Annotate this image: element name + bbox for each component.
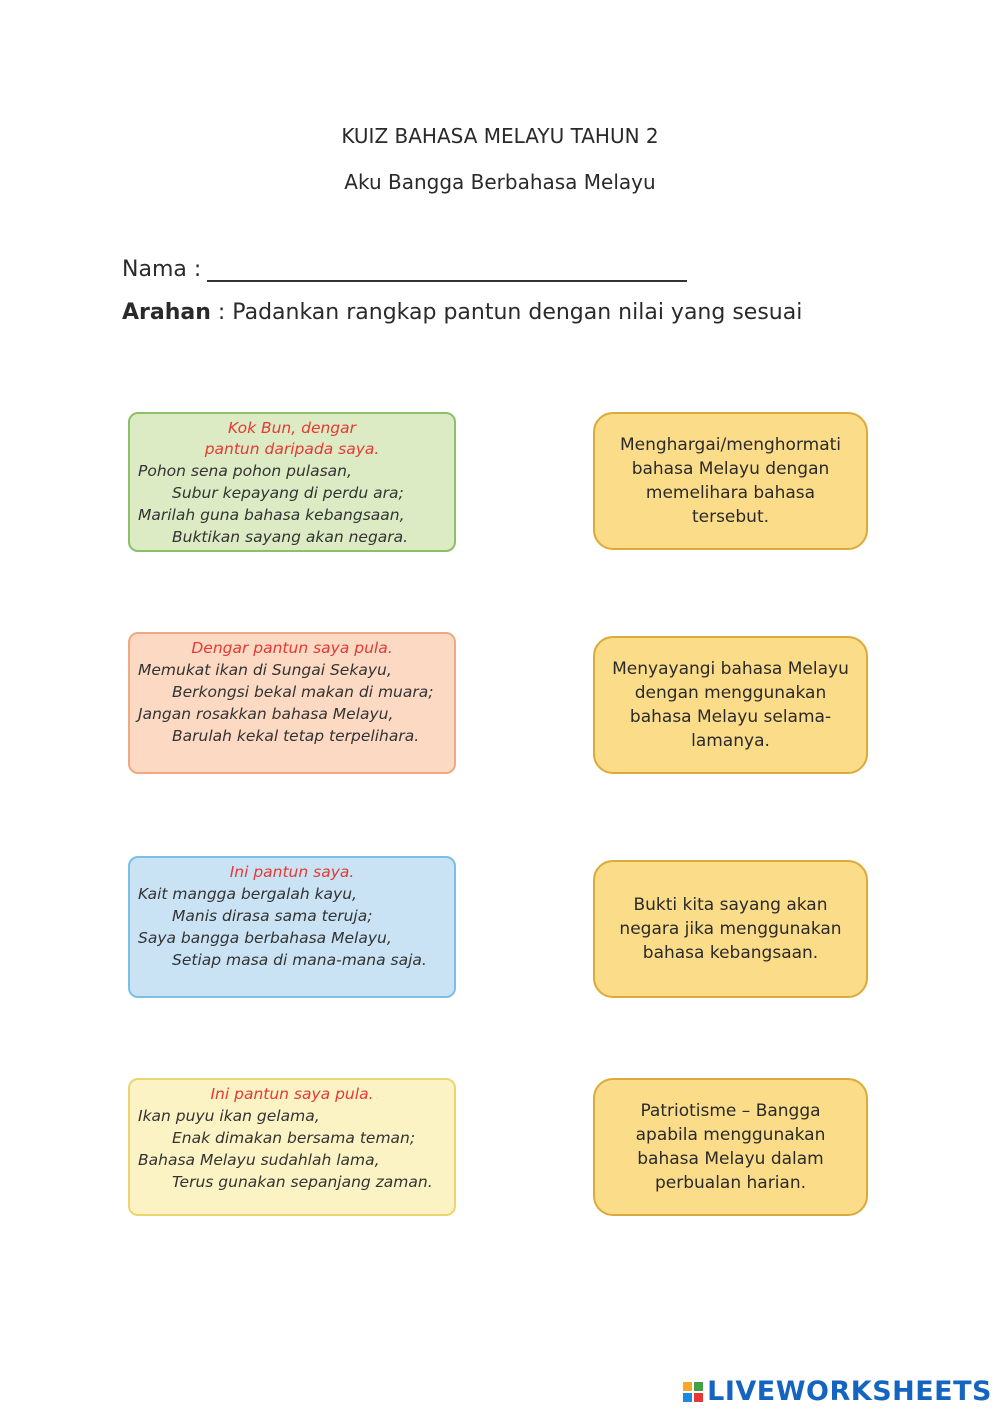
nilai-text: Patriotisme – Bangga apabila menggunakan bahasa Melayu dalam perbualan harian. [635, 1101, 826, 1193]
pantun-heading: pantun daripada saya. [204, 440, 380, 458]
logo-square [683, 1382, 692, 1391]
pantun-line: Kait mangga bergalah kayu, [138, 885, 357, 903]
pantun-line: Marilah guna bahasa kebangsaan, [138, 506, 405, 524]
pantun-line: Ikan puyu ikan gelama, [138, 1107, 320, 1125]
pantun-card-2[interactable] [128, 632, 456, 774]
logo-square [694, 1393, 703, 1402]
liveworksheets-brand [683, 1376, 992, 1407]
nilai-text: Menghargai/menghormati bahasa Melayu dengan memelihara bahasa tersebut. [619, 435, 842, 527]
pantun-card-3[interactable] [128, 856, 456, 998]
nilai-box-3[interactable] [593, 860, 868, 998]
instruction-text: : Padankan rangkap pantun dengan nilai yang sesuai [210, 300, 803, 325]
pantun-line: Enak dimakan bersama teman; [172, 1129, 416, 1147]
pantun-line: Subur kepayang di perdu ara; [172, 484, 404, 502]
logo-square [694, 1382, 703, 1391]
nilai-text: Bukti kita sayang akan negara jika menggunakan bahasa kebangsaan. [619, 895, 842, 963]
pantun-card-1[interactable] [128, 412, 456, 552]
name-field[interactable] [207, 256, 687, 282]
instruction [122, 300, 802, 325]
pantun-heading: Dengar pantun saya pula. [191, 639, 393, 657]
pantun-line: Terus gunakan sepanjang zaman. [172, 1173, 433, 1191]
logo-square [683, 1393, 692, 1402]
nilai-text: Menyayangi bahasa Melayu dengan menggunakan bahasa Melayu selama-lamanya. [612, 659, 849, 751]
pantun-line: Barulah kekal tetap terpelihara. [172, 727, 420, 745]
pantun-line: Buktikan sayang akan negara. [172, 528, 409, 546]
pantun-line: Setiap masa di mana-mana saja. [172, 951, 427, 969]
name-row [122, 256, 687, 282]
name-label: Nama : [122, 257, 202, 282]
pantun-heading: Ini pantun saya. [229, 863, 355, 881]
pantun-card-4[interactable] [128, 1078, 456, 1216]
quiz-title: KUIZ BAHASA MELAYU TAHUN 2 [341, 124, 659, 148]
nilai-box-2[interactable] [593, 636, 868, 774]
pantun-line: Bahasa Melayu sudahlah lama, [138, 1151, 380, 1169]
pantun-line: Berkongsi bekal makan di muara; [172, 683, 434, 701]
pantun-heading: Ini pantun saya pula. [210, 1085, 374, 1103]
nilai-box-4[interactable] [593, 1078, 868, 1216]
pantun-line: Manis dirasa sama teruja; [172, 907, 373, 925]
brand-name: LIVEWORKSHEETS [707, 1376, 992, 1407]
pantun-line: Saya bangga berbahasa Melayu, [138, 929, 392, 947]
pantun-line: Memukat ikan di Sungai Sekayu, [138, 661, 392, 679]
pantun-line: Jangan rosakkan bahasa Melayu, [138, 705, 394, 723]
pantun-heading: Kok Bun, dengar [227, 419, 357, 437]
quiz-subtitle: Aku Bangga Berbahasa Melayu [344, 170, 656, 194]
liveworksheets-logo-icon [683, 1382, 703, 1402]
instruction-label: Arahan [122, 300, 211, 325]
pantun-line: Pohon sena pohon pulasan, [138, 462, 352, 480]
nilai-box-1[interactable] [593, 412, 868, 550]
